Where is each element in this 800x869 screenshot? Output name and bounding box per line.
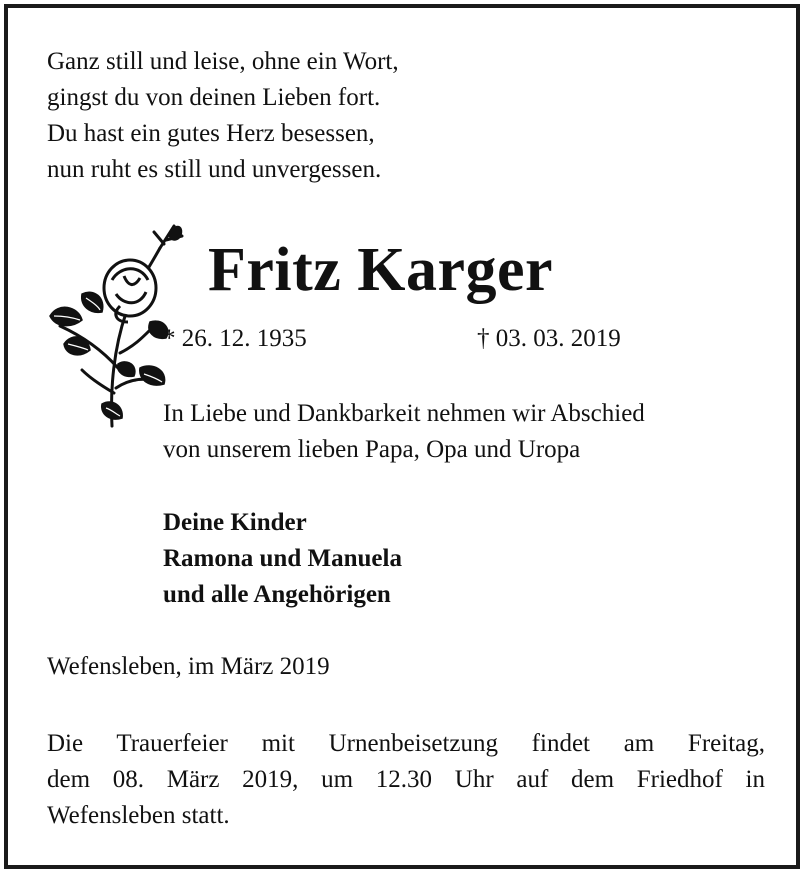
family-line: Deine Kinder [163,509,307,536]
family-line: und alle Angehörigen [163,581,391,608]
farewell-text [163,396,645,468]
poem-line: nun ruht es still und unvergessen. [47,156,382,183]
service-line: Die Trauerfeier mit Urnenbeisetzung findet am Freitag, [47,730,765,757]
poem-line: Ganz still und leise, ohne ein Wort, [47,48,399,75]
deceased-name: Fritz Karger [208,236,554,304]
family-line: Ramona und Manuela [163,545,402,572]
service-notice [47,726,765,834]
family-signature [163,505,402,613]
service-line: Wefensleben statt. [47,802,230,829]
farewell-line: In Liebe und Dankbarkeit nehmen wir Abschied [163,400,645,427]
poem-line: Du hast ein gutes Herz besessen, [47,120,375,147]
death-date: † 03. 03. 2019 [477,325,621,352]
place-date: Wefensleben, im März 2019 [47,653,330,680]
poem-line: gingst du von deinen Lieben fort. [47,84,381,111]
service-line: dem 08. März 2019, um 12.30 Uhr auf dem Friedhof in [47,766,765,793]
birth-date: * 26. 12. 1935 [163,325,307,352]
poem [47,44,399,188]
obituary-frame [4,4,800,869]
farewell-line: von unserem lieben Papa, Opa und Uropa [163,436,581,463]
